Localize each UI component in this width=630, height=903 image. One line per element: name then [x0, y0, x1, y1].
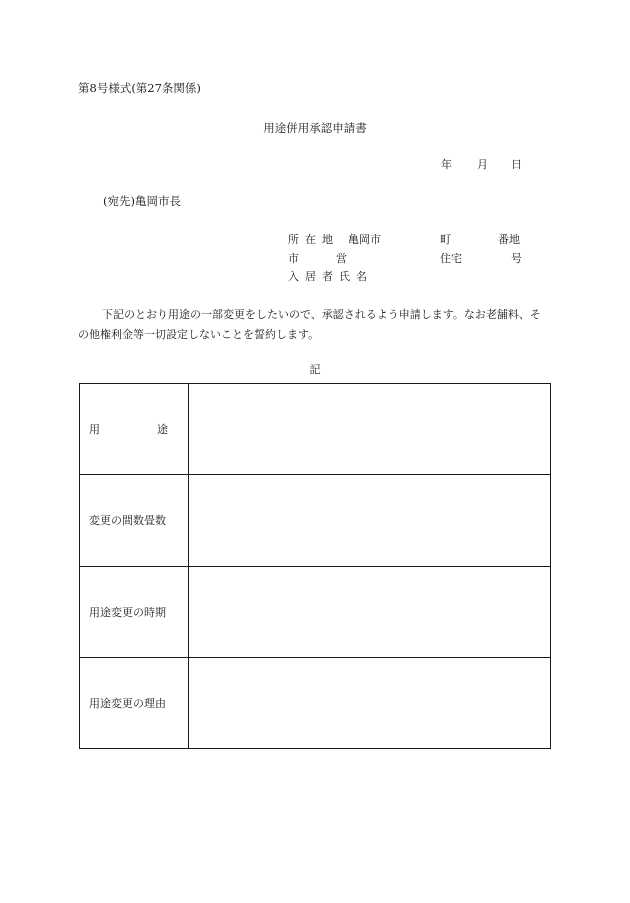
address-banchi-label: 番地	[498, 233, 520, 246]
usage-value-cell[interactable]	[189, 384, 551, 475]
addressee: (宛先)亀岡市長	[103, 194, 181, 208]
housing-unit-label: 住宅	[440, 252, 462, 265]
timing-value-cell[interactable]	[189, 566, 551, 657]
housing-label-1: 市	[288, 252, 299, 265]
reason-label: 用途変更の理由	[80, 657, 189, 748]
usage-label-b: 途	[157, 423, 168, 437]
date-month-label: 月	[477, 158, 488, 171]
timing-label: 用途変更の時期	[80, 566, 189, 657]
table-row-rooms	[80, 475, 551, 566]
application-table	[79, 383, 551, 749]
ki-heading: 記	[309, 363, 321, 376]
page-title: 用途併用承認申請書	[263, 121, 367, 135]
housing-number-label: 号	[511, 252, 522, 265]
usage-label	[80, 384, 189, 475]
table-row-timing	[80, 566, 551, 657]
table-row-reason	[80, 657, 551, 748]
usage-label-a: 用	[89, 423, 100, 437]
form-number: 第8号様式(第27条関係)	[78, 81, 201, 95]
rooms-value-cell[interactable]	[189, 475, 551, 566]
address-city: 亀岡市	[348, 233, 381, 246]
housing-label-2: 営	[336, 252, 347, 265]
body-text: 下記のとおり用途の一部変更をしたいので、承認されるよう申請します。なお老舗料、その他権利金等一切設定しないことを誓約します。	[78, 308, 541, 341]
address-label: 所在地	[288, 233, 339, 246]
resident-name-label: 入居者氏名	[288, 270, 373, 283]
rooms-label: 変更の間数畳数	[80, 475, 189, 566]
date-year-label: 年	[441, 158, 452, 171]
address-town-label: 町	[440, 233, 451, 246]
date-day-label: 日	[511, 158, 522, 171]
table-row-usage	[80, 384, 551, 475]
reason-value-cell[interactable]	[189, 657, 551, 748]
